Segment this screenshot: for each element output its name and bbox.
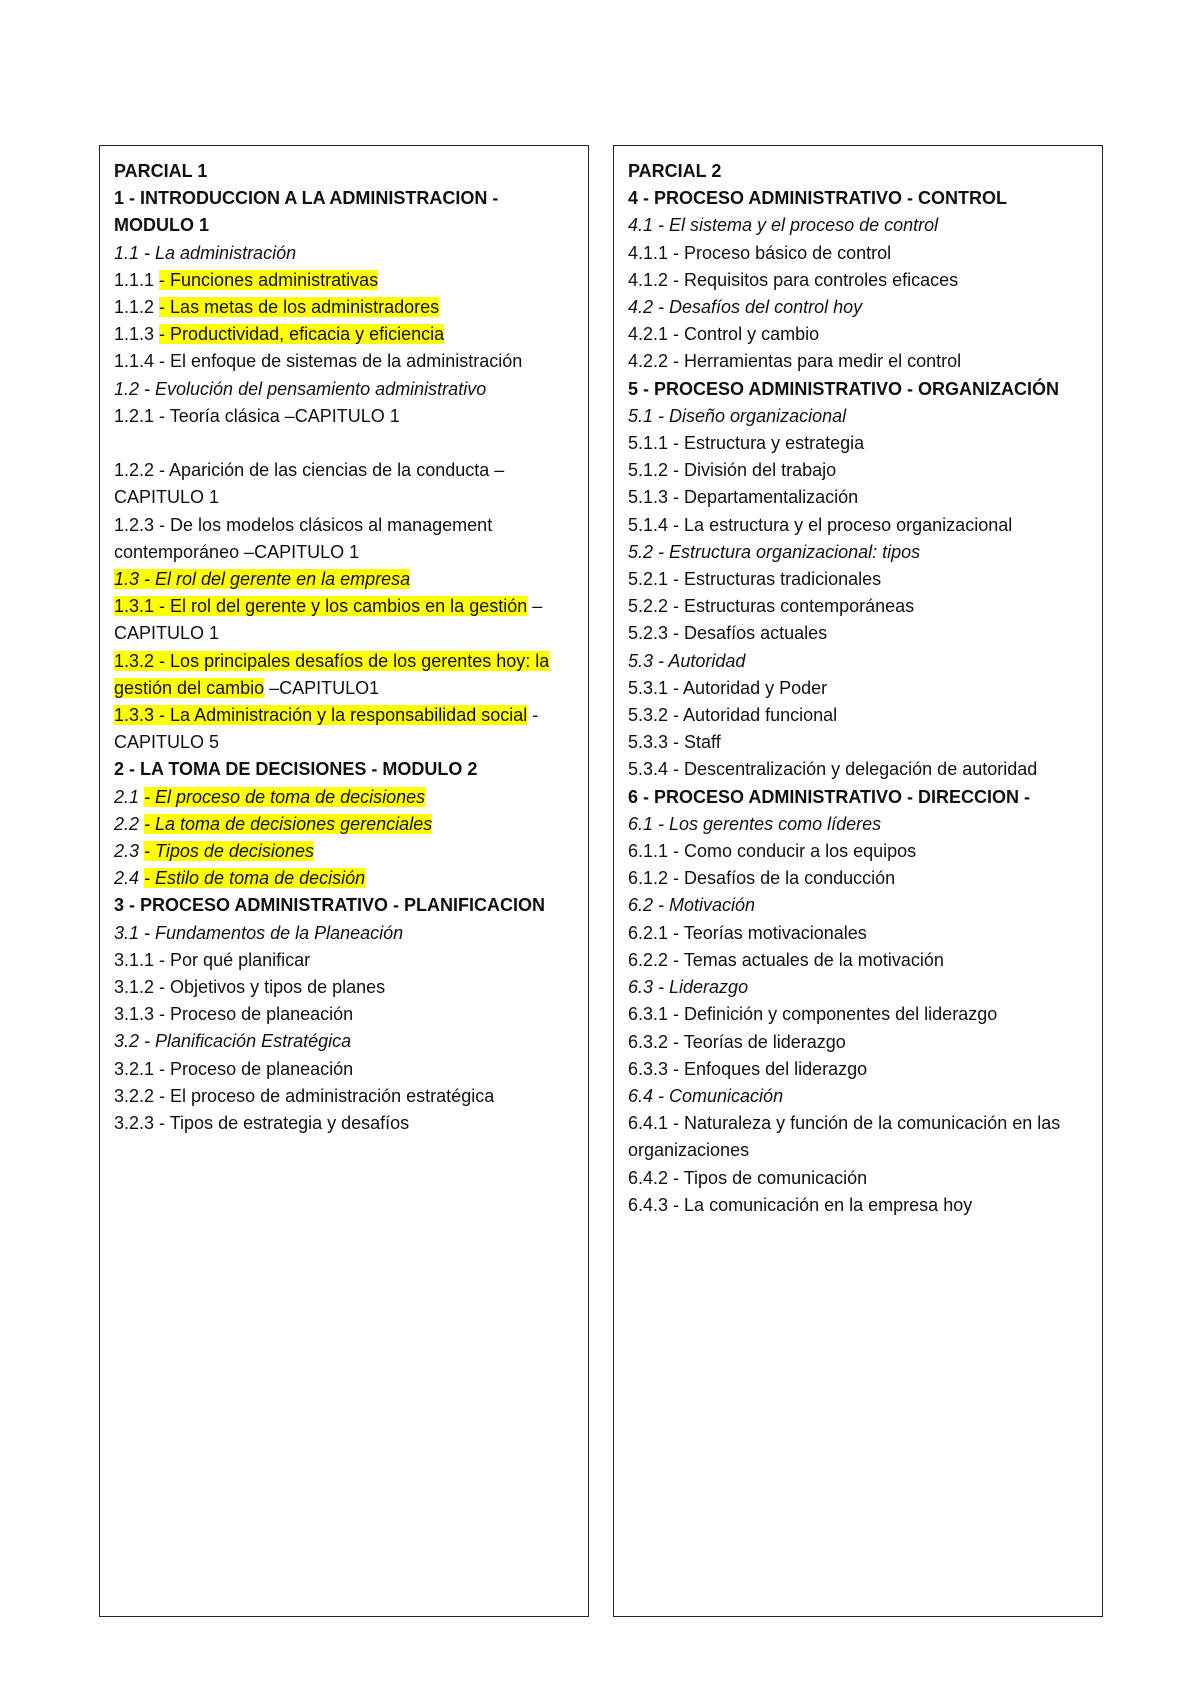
item-1-2-3: 1.2.3 - De los modelos clásicos al management contemporáneo –CAPITULO 1 (114, 514, 493, 562)
item-6-3-3: 6.3.3 - Enfoques del liderazgo (628, 1058, 868, 1079)
item-5-1-4: 5.1.4 - La estructura y el proceso organizacional (628, 514, 1013, 535)
topic-1-3: 1.3 - El rol del gerente en la empresa (114, 569, 411, 590)
topic-5-2: 5.2 - Estructura organizacional: tipos (628, 541, 921, 562)
item-5-3-1: 5.3.1 - Autoridad y Poder (628, 677, 828, 698)
topic-2-1: 2.1 - El proceso de toma de decisiones (114, 786, 426, 807)
blank-line (114, 430, 574, 457)
item-1-1-4: 1.1.4 - El enfoque de sistemas de la administración (114, 351, 523, 372)
topic-2-4: 2.4 - Estilo de toma de decisión (114, 868, 366, 889)
item-5-3-4: 5.3.4 - Descentralización y delegación de autoridad (628, 759, 1038, 780)
topic-3-2: 3.2 - Planificación Estratégica (114, 1031, 352, 1052)
item-5-2-3: 5.2.3 - Desafíos actuales (628, 623, 828, 644)
item-1-2-2: 1.2.2 - Aparición de las ciencias de la conducta –CAPITULO 1 (114, 460, 505, 508)
topic-5-3: 5.3 - Autoridad (628, 650, 746, 671)
item-6-4-1: 6.4.1 - Naturaleza y función de la comunicación en las organizaciones (628, 1113, 1061, 1161)
item-1-1-1: 1.1.1 - Funciones administrativas (114, 269, 379, 290)
topic-1-1: 1.1 - La administración (114, 242, 297, 263)
topic-6-4: 6.4 - Comunicación (628, 1085, 784, 1106)
item-5-1-1: 5.1.1 - Estructura y estrategia (628, 433, 865, 454)
item-5-3-2: 5.3.2 - Autoridad funcional (628, 705, 838, 726)
section-6-heading: 6 - PROCESO ADMINISTRATIVO - DIRECCION - (628, 786, 1031, 807)
item-6-1-2: 6.1.2 - Desafíos de la conducción (628, 868, 896, 889)
item-3-1-2: 3.1.2 - Objetivos y tipos de planes (114, 977, 386, 998)
item-4-2-1: 4.2.1 - Control y cambio (628, 324, 820, 345)
item-1-3-3: 1.3.3 - La Administración y la responsabilidad social -CAPITULO 5 (114, 705, 539, 753)
section-5-heading: 5 - PROCESO ADMINISTRATIVO - ORGANIZACIÓN (628, 378, 1060, 399)
item-3-2-3: 3.2.3 - Tipos de estrategia y desafíos (114, 1113, 410, 1134)
topic-6-2: 6.2 - Motivación (628, 895, 756, 916)
section-4-heading: 4 - PROCESO ADMINISTRATIVO - CONTROL (628, 188, 1008, 209)
item-6-1-1: 6.1.1 - Como conducir a los equipos (628, 841, 917, 862)
item-5-3-3: 5.3.3 - Staff (628, 732, 721, 753)
item-1-3-1: 1.3.1 - El rol del gerente y los cambios en la gestión –CAPITULO 1 (114, 596, 543, 644)
topic-5-1: 5.1 - Diseño organizacional (628, 405, 847, 426)
item-6-2-2: 6.2.2 - Temas actuales de la motivación (628, 949, 944, 970)
item-1-3-2: 1.3.2 - Los principales desafíos de los gerentes hoy: la gestión del cambio –CAPITULO1 (114, 650, 550, 698)
topic-3-1: 3.1 - Fundamentos de la Planeación (114, 922, 404, 943)
topic-2-2: 2.2 - La toma de decisiones gerenciales (114, 813, 433, 834)
parcial-1-box (99, 145, 589, 1617)
topic-6-1: 6.1 - Los gerentes como líderes (628, 813, 882, 834)
item-5-1-2: 5.1.2 - División del trabajo (628, 460, 837, 481)
item-3-1-1: 3.1.1 - Por qué planificar (114, 949, 311, 970)
parcial-2-box (613, 145, 1103, 1617)
item-6-4-2: 6.4.2 - Tipos de comunicación (628, 1167, 868, 1188)
item-6-3-1: 6.3.1 - Definición y componentes del liderazgo (628, 1004, 998, 1025)
topic-4-1: 4.1 - El sistema y el proceso de control (628, 215, 939, 236)
item-6-2-1: 6.2.1 - Teorías motivacionales (628, 922, 867, 943)
item-1-1-3: 1.1.3 - Productividad, eficacia y eficiencia (114, 324, 445, 345)
section-1-heading: 1 - INTRODUCCION A LA ADMINISTRACION - MODULO 1 (114, 188, 499, 236)
item-6-3-2: 6.3.2 - Teorías de liderazgo (628, 1031, 846, 1052)
item-4-1-1: 4.1.1 - Proceso básico de control (628, 242, 892, 263)
topic-6-3: 6.3 - Liderazgo (628, 977, 749, 998)
section-3-heading: 3 - PROCESO ADMINISTRATIVO - PLANIFICACION (114, 895, 546, 916)
item-6-4-3: 6.4.3 - La comunicación en la empresa hoy (628, 1194, 973, 1215)
item-4-1-2: 4.1.2 - Requisitos para controles eficaces (628, 269, 959, 290)
section-2-heading: 2 - LA TOMA DE DECISIONES - MODULO 2 (114, 759, 478, 780)
parcial-1-title: PARCIAL 1 (114, 161, 208, 181)
item-5-2-2: 5.2.2 - Estructuras contemporáneas (628, 596, 915, 617)
item-5-1-3: 5.1.3 - Departamentalización (628, 487, 859, 508)
item-3-1-3: 3.1.3 - Proceso de planeación (114, 1004, 354, 1025)
item-3-2-1: 3.2.1 - Proceso de planeación (114, 1058, 354, 1079)
item-3-2-2: 3.2.2 - El proceso de administración estratégica (114, 1085, 495, 1106)
item-4-2-2: 4.2.2 - Herramientas para medir el control (628, 351, 962, 372)
topic-1-2: 1.2 - Evolución del pensamiento administrativo (114, 378, 487, 399)
item-1-1-2: 1.1.2 - Las metas de los administradores (114, 297, 440, 318)
topic-4-2: 4.2 - Desafíos del control hoy (628, 297, 863, 318)
parcial-2-title: PARCIAL 2 (628, 161, 722, 181)
item-5-2-1: 5.2.1 - Estructuras tradicionales (628, 569, 882, 590)
item-1-2-1: 1.2.1 - Teoría clásica –CAPITULO 1 (114, 405, 400, 426)
topic-2-3: 2.3 - Tipos de decisiones (114, 841, 314, 862)
